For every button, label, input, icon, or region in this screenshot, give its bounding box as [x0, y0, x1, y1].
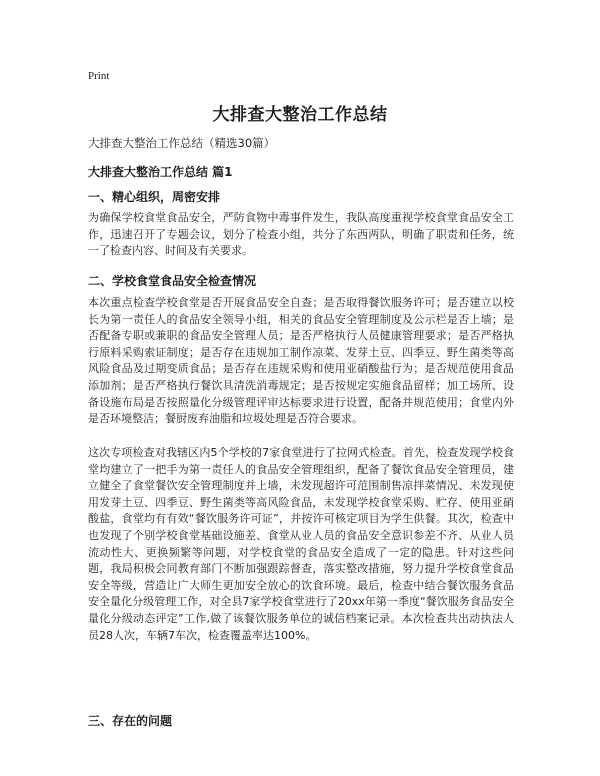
section-heading-3: 三、存在的问题 [88, 714, 173, 728]
document-title: 大排查大整治工作总结 [212, 105, 388, 125]
section-heading-1: 一、精心组织，周密安排 [88, 190, 221, 204]
section-2-paragraph-1: 本次重点检查学校食堂是否开展食品安全自查；是否取得餐饮服务许可；是否建立以校长为第一责任人的食品安全领导小组，相关的食品安全管理制度及公示栏是否上墙；是否配备专职或兼职的食品安全管理人员；是否严格执行人员健康管理要求；是否严格执行原料采购索证制度；是否存在违规加工制作凉菜、发芽土豆、四季豆、野生菌类等高风险食品及过期变质食品；是否存在违规采购和使用亚硝酸盐行为；是否规范使用食品添加剂；是否严格执行餐饮具清洗消毒规定；是否按规定实施食品留样；加工场所、设备设施布局是否按照量化分级管理评审达标要求进行设置，配备并规范使用；食堂内外是否环境整洁；餐厨废弃油脂和垃圾处理是否符合要求。 [88, 296, 514, 426]
document-subtitle: 大排查大整治工作总结（精选30篇） [88, 136, 276, 150]
section-1-paragraph-1: 为确保学校食堂食品安全，严防食物中毒事件发生，我队高度重视学校食堂食品安全工作，迅速召开了专题会议，划分了检查小组，共分了东西两队，明确了职责和任务，统一了检查内容、时间及有关要求。 [88, 211, 514, 258]
chapter-heading: 大排查大整治工作总结 篇1 [88, 165, 233, 179]
section-heading-2: 二、学校食堂食品安全检查情况 [88, 274, 257, 288]
section-2-paragraph-2: 这次专项检查对我辖区内5个学校的7家食堂进行了拉网式检查。首先，检查发现学校食堂均建立了一把手为第一责任人的食品安全管理组织，配备了餐饮食品安全管理员，建立健全了食堂餐饮安全管理制度并上墙，未发现超许可范围制售凉拌菜情况、未发现使用发芽土豆、四季豆、野生菌类等高风险食品，未发现学校食堂采购、贮存、使用亚硝酸盐，食堂均有有效“餐饮服务许可证”，并按许可核定项目为学生供餐。其次，检查中也发现了个别学校食堂基础设施差、食堂从业人员的食品安全意识参差不齐、从业人员流动性大、更换频繁等问题，对学校食堂的食品安全造成了一定的隐患。针对这些问题，我局积极会同教育部门不断加强跟踪督查，落实整改措施，努力提升学校食堂食品安全等级，营造让广大师生更加安全放心的饮食环境。最后，检查中结合餐饮服务食品安全量化分级管理工作，对全县7家学校食堂进行了20xx年第一季度“餐饮服务食品安全量化分级动态评定”工作,做了该餐饮服务单位的诚信档案记录。本次检查共出动执法人员28人次，车辆7车次，检查覆盖率达100%。 [88, 446, 514, 642]
print-label: Print [88, 70, 110, 82]
